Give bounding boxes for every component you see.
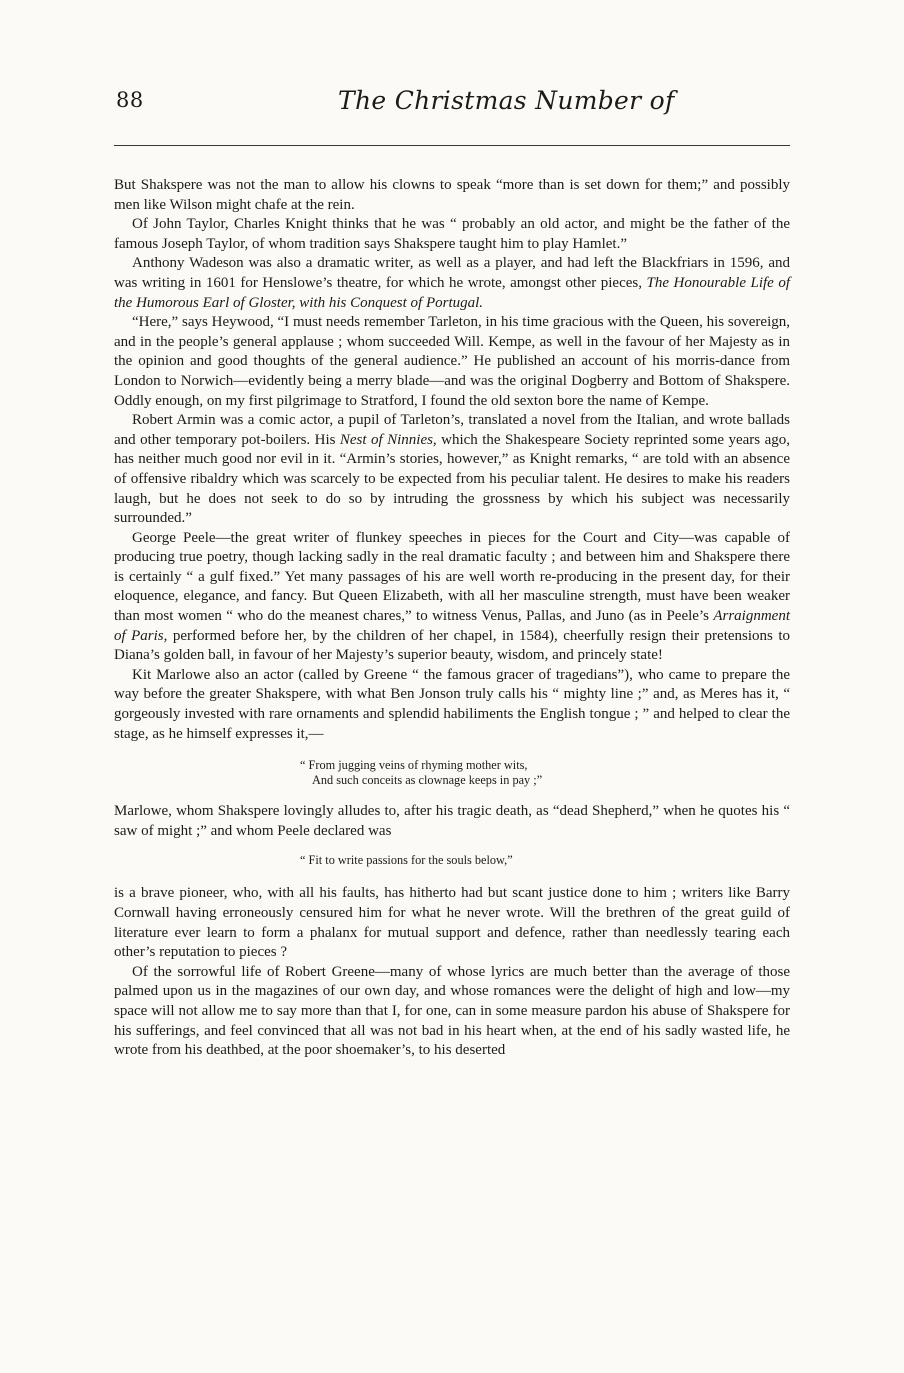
title-arraignment-of-paris: Arraignment of Paris, (114, 608, 790, 644)
verse-quote-1: “ From jugging veins of rhyming mother wits, And such conceits as clownage keeps in pay ;” (300, 758, 543, 788)
verse-quote-2: “ Fit to write passions for the souls below,” (300, 853, 513, 868)
paragraph-5: Robert Armin was a comic actor, a pupil of Tarleton’s, translated a novel from the Italian, and wrote ballads and other temporary pot-boilers. His Nest of Ninnies, which the Shakespeare Society reprinted some years ago, has neither much good nor evil in it. “Armin’s stories, however,” as Knight remarks, “ are told with an absence of offensive ribaldry which was scarcely to be expected from his peculiar talent. He desires to make his readers laugh, but he does not seek to do so by intruding the grossness by which his subject was necessarily surrounded.” (114, 412, 790, 527)
page-number: 88 (116, 88, 144, 112)
header-rule (114, 145, 790, 146)
paragraph-1: But Shakspere was not the man to allow his clowns to speak “more than is set down for them;” and possibly men like Wilson might chafe at the rein. (114, 177, 790, 213)
running-title: The Christmas Number of (338, 86, 675, 115)
paragraph-4: “Here,” says Heywood, “I must needs remember Tarleton, in his time gracious with the Queen, his sovereign, and in the people’s general applause ; whom succeeded Will. Kempe, as well in the favour of her Majesty as in the opinion and good thoughts of the general audience.” He published an account of his morris-dance from London to Norwich—evidently being a merry blade—and was the original Dogberry and Bottom of Shakspere. Oddly enough, on my first pilgrimage to Stratford, I found the old sexton bore the name of Kempe. (114, 314, 790, 409)
title-honourable-life: The Honourable Life of the Humorous Earl of Gloster, with his Conquest of Portugal. (114, 274, 790, 311)
paragraph-2: Of John Taylor, Charles Knight thinks that he was “ probably an old actor, and might be the father of the famous Joseph Taylor, of whom tradition says Shakspere taught him to play Hamlet.” (114, 216, 790, 252)
paragraph-7: Kit Marlowe also an actor (called by Greene “ the famous gracer of tragedians”), who came to prepare the way before the greater Shakspere, with what Ben Jonson truly calls his “ mighty line ;” and, as Meres has it, “ gorgeously invested with rare ornaments and splendid habiliments the English tongue ; ” and helped to clear the stage, as he himself expresses it,— (114, 666, 790, 742)
paragraph-8: Marlowe, whom Shakspere lovingly alludes to, after his tragic death, as “dead Shepherd,” when he quotes his “ saw of might ;” and whom Peele declared was (114, 803, 790, 839)
paragraph-6: George Peele—the great writer of flunkey speeches in pieces for the Court and City—was capable of producing true poetry, though lacking sadly in the real dramatic faculty ; and between him and Shakspere there is certainly “ a gulf fixed.” Yet many passages of his are well worth re-producing in the present day, for their eloquence, elegance, and fancy. But Queen Elizabeth, with all her masculine strength, must have been weaker than most women “ who do the meanest chares,” to witness Venus, Pallas, and Juno (as in Peele’s Arraignment of Paris, performed before her, by the children of her chapel, in 1584), cheerfully resign their pretensions to Diana’s golden ball, in favour of her Majesty’s superior beauty, wisdom, and princely state! (114, 529, 790, 664)
page-header (0, 86, 904, 126)
paragraph-9: is a brave pioneer, who, with all his faults, has hitherto had but scant justice done to him ; writers like Barry Cornwall having erroneously censured him for what he never wrote. Will the brethren of the great guild of literature ever learn to form a phalanx for mutual support and defence, rather than needlessly tearing each other’s reputation to pieces ? (114, 885, 790, 961)
article-body (114, 176, 790, 1061)
paragraph-10: Of the sorrowful life of Robert Greene—many of whose lyrics are much better than the average of those palmed upon us in the magazines of our own day, and whose romances were the delight of high and low—my space will not allow me to say more than that I, for one, can in some measure pardon his abuse of Shakspere for his sufferings, and feel convinced that all was not bad in his heart when, at the end of his sadly wasted life, he wrote from his deathbed, at the poor shoemaker’s, to his deserted (114, 963, 790, 1059)
title-nest-of-ninnies: Nest of Ninnies, (339, 431, 437, 448)
paragraph-3: Anthony Wadeson was also a dramatic writer, as well as a player, and had left the Blackfriars in 1596, and was writing in 1601 for Henslowe’s theatre, for which he wrote, amongst other pieces, The Honourable Life of the Humorous Earl of Gloster, with his Conquest of Portugal. (114, 255, 790, 311)
